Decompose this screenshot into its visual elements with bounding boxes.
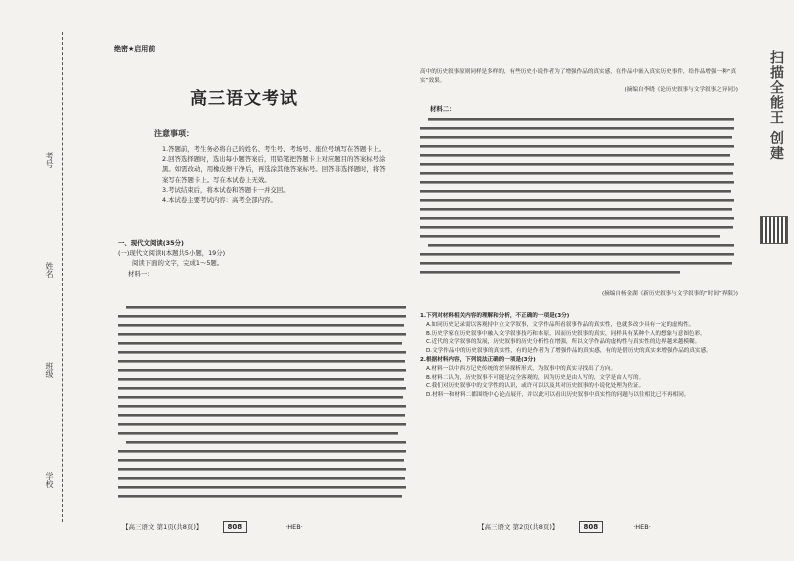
binding-label-class: 班级 xyxy=(45,362,54,378)
footer-page-info: 【高三语文 第2页(共8页)】 xyxy=(478,523,559,531)
source-citation-two-wrap xyxy=(420,290,738,299)
material-two-text-lines xyxy=(420,114,738,284)
material-two-label: 材料二： xyxy=(430,105,456,113)
scanner-watermark xyxy=(766,50,786,230)
binding-label-school: 学校 xyxy=(45,472,54,488)
question-option: B.历史学家在历史叙事中融入文学叙事技巧和本原，因而历史叙事的真实，同样具有某种个人的想象与意图色彩。 xyxy=(426,330,706,337)
binding-label-exam-number: 考号 xyxy=(45,152,54,168)
right-page-top xyxy=(420,68,738,94)
qr-code-icon xyxy=(760,216,788,244)
notice-item: 3.考试结束后，将本试卷和答题卡一并交回。 xyxy=(162,185,290,194)
exam-code-box: 808 xyxy=(579,521,604,533)
material-one-label: 材料一： xyxy=(128,269,154,278)
question-option: A.材料一以中西方记史传统的差异探析形式，为叙事中的真实寻找出了方向。 xyxy=(426,365,617,372)
question-option: D.文学作品中的历史叙事的真实性，有的是作者为了增强作品的真实感，有的是借历史的真实来增强作品的真实感。 xyxy=(426,348,712,355)
notice-list xyxy=(162,144,392,205)
footer-marker: ·HEB· xyxy=(633,523,651,531)
question-option: B.材料二认为，历史叙事不可能是完全客观的，因为历史是由人写的，文学是由人写的。 xyxy=(426,374,645,381)
confidential-mark: 绝密★启用前 xyxy=(114,45,156,53)
right-top-text: 高中的历史叙事原则同样是多样的，有些历史小说作者为了增强作品的真实感，在作品中嵌入真实历史事件，给作品增强一种“真实”效果。 xyxy=(420,69,737,84)
exam-code-box: 808 xyxy=(223,521,248,533)
watermark-text: 扫描全能王 创建 xyxy=(768,50,784,161)
footer-marker: ·HEB· xyxy=(285,523,303,531)
binding-label-name: 姓名 xyxy=(45,262,54,278)
exam-title: 高三语文考试 xyxy=(190,89,298,109)
footer-left xyxy=(122,521,418,533)
section-one-header xyxy=(118,238,410,279)
dense-text-lines xyxy=(118,300,410,510)
question-stem: 1.下列对材料相关内容的理解和分析，不正确的一项是(3分) xyxy=(420,313,570,319)
question-option: C.我们对历史叙事中的文学性的认识，或许可以以及其对历史叙事的小说化处理为佐证。 xyxy=(426,383,645,390)
notice-heading: 注意事项： xyxy=(154,129,194,138)
section-instruction: 阅读下面的文字，完成1～5题。 xyxy=(132,259,224,268)
notice-item: 1.答题前，考生务必将自己的姓名、考生号、考场号、座位号填写在答题卡上。 xyxy=(162,145,386,153)
question-block xyxy=(420,312,738,512)
binding-strip xyxy=(14,32,76,522)
source-citation-two: (摘编自杨金湖《新历史叙事与文学叙事的“时间”界限》) xyxy=(601,291,738,297)
notice-item: 2.回答选择题时，选出每小题答案后，用铅笔把答题卡上对应题目的答案标号涂黑。如需改动，用橡皮擦干净后，再选涂其他答案标号。回答非选择题时，将答案写在答题卡上。写在本试卷上无效。 xyxy=(162,155,386,184)
notice-item: 4.本试卷主要考试内容：高考全部内容。 xyxy=(162,196,277,205)
question-option: C.近代的文学叙事的发展，历史叙事的历史分析性在增强，所以文学作品的虚构性与真实性的边界越来越模糊。 xyxy=(426,339,701,346)
source-citation-one: (摘编自李晓《论历史叙事与文学叙事之异同》) xyxy=(624,86,738,93)
question-stem: 2.根据材料内容，下列说法正确的一项是(3分) xyxy=(420,356,536,363)
footer-page-info: 【高三语文 第1页(共8页)】 xyxy=(122,523,203,531)
footer-right xyxy=(428,521,728,533)
question-option: D.材料一和材料二都围绕中心论点展开，并以此可以看出历史叙事中真实性的问题与以往相比已不再相同。 xyxy=(426,392,690,399)
material-one-body xyxy=(118,300,410,510)
section-sub: (一)现代文阅读Ⅰ(本题共5小题，19分) xyxy=(118,249,226,258)
section-heading: 一、现代文阅读(35分) xyxy=(118,239,184,247)
question-option: A.如同历史记录需以客观持中立文学叙事，文学作品所看叙事作品的真实性，也就多改少具有一定的虚构性。 xyxy=(426,321,695,328)
binding-line xyxy=(62,32,63,522)
